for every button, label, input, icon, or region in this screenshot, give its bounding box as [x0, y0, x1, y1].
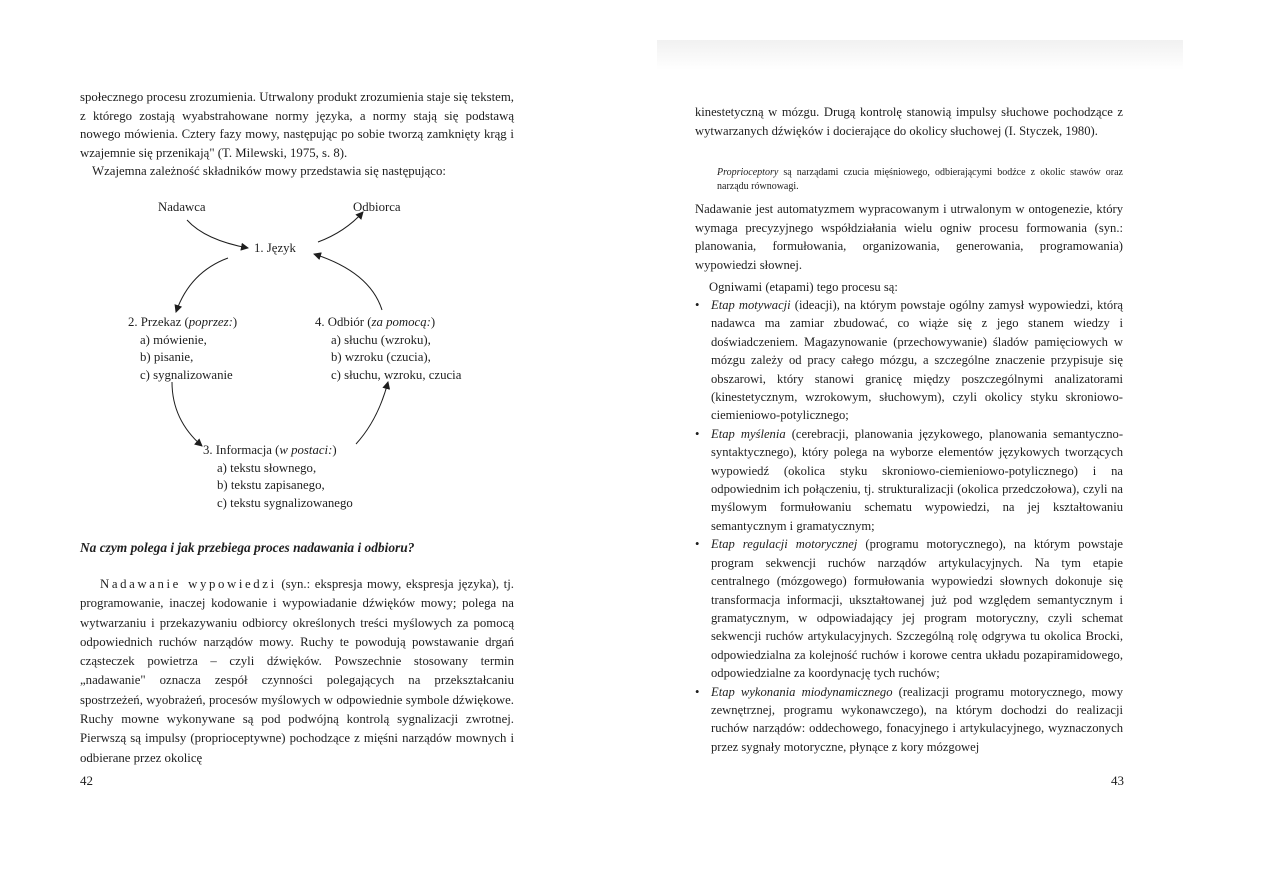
quote-paragraph: społecznego procesu zrozumienia. Utrwalony produkt zrozumienia staje się tekstem, z którego zostają wyabstrahowane normy języka, a normy stają się podstawą nowego mówienia. Cztery fazy mowy, następując po sobie tworzą zamknięty krąg i wzajemnie się przenikają" (T. Milewski, 1975, s. 8). [80, 90, 514, 160]
page-number-left: 42 [80, 773, 93, 788]
stages-list [695, 296, 1123, 756]
diagram-nadawca: Nadawca [158, 200, 206, 214]
right-top-paragraph: kinestetyczną w mózgu. Drugą kontrolę stanowią impulsy słuchowe pochodzące z wytwarzanych dźwięków i docierające do okolicy słuchowej (I. Styczek, 1980). [695, 105, 1123, 138]
note-term: Proprioceptory [717, 167, 779, 178]
gutter [640, 0, 657, 893]
diagram-jezyk: 1. Język [254, 241, 296, 255]
informacja-item: c) tekstu sygnalizowanego [217, 495, 353, 510]
page-number-right: 43 [1111, 773, 1124, 788]
right-second-paragraph: Nadawanie jest automatyzmem wypracowanym i utrwalonym w ontogenezie, który wymaga precyzyjnego współdziałania wielu ogniw procesu formowania (syn.: planowania, formułowania, organizowania, generowania, programowania) wypowiedzi słownej. [695, 202, 1123, 272]
list-item: • Etap motywacji (ideacji), na którym powstaje ogólny zamysł wypowiedzi, którą nadawca ma zamiar zbudować, co wiąże się z jego stanem wiedzy i doświadczeniem. Magazynowanie (przechowywanie) śladów pamięciowych w mózgu zależy od pracy całego mózgu, a szczególne znaczenie przypisuje się obszarowi, który stanowi granicę między poszczególnymi analizatorami (kinestetycznym, wzrokowym, słuchowym), czyli okolicy styku skroniowo-ciemieniowo-potylicznego; [695, 296, 1123, 425]
main-paragraph [80, 575, 514, 768]
przekaz-item: a) mówienie, [140, 332, 207, 347]
arrow-jezyk-przekaz [176, 258, 228, 312]
arrow-nadawca-jezyk [187, 220, 248, 248]
list-item: • Etap wykonania miodynamicznego (realizacji programu motorycznego, mowy zewnętrznej, programu wykonawczego), na którym dochodzi do realizacji ruchów narządów: oddechowego, fonacyjnego i artykulacyjnego, wyznaczonych przez sygnały motoryczne, płynące z kory mózgowej [695, 683, 1123, 757]
odbior-title: 4. Odbiór (za pomocą:) [315, 315, 436, 329]
informacja-item: b) tekstu zapisanego, [217, 478, 325, 493]
odbior-item: b) wzroku (czucia), [331, 350, 431, 365]
diagram-odbiorca: Odbiorca [353, 200, 401, 214]
list-item: • Etap myślenia (cerebracji, planowania językowego, planowania semantyczno-syntaktycznego), który polega na wyborze elementów językowych tworzących wypowiedź (okolica styku skroniowo-ciemieniowo-potylicznego) i na odpowiednim ich połączeniu, tj. strukturalizacji (okolica przedczołowa), czyli na myślowym formułowaniu schematu wypowiedzi, na jej kształtowaniu semantycznym i gramatycznym; [695, 425, 1123, 535]
przekaz-title: 2. Przekaz (poprzez:) [128, 315, 238, 329]
term-nadawanie: Nadawanie wypowiedzi [100, 577, 277, 591]
przekaz-item: b) pisanie, [140, 350, 194, 365]
list-item: • Etap regulacji motorycznej (programu motorycznego), na którym powstaje program sekwencji ruchów narządów artykulacyjnych. Na tym etapie centralnego (mózgowego) formułowania wypowiedzi słownych dokonuje się transformacja informacji, ukształtowanej już pod względem semantycznym i gramatycznym, w odpowiadający jej program motoryczny, czyli schemat sekwencji ruchów artykulacyjnych. Szczególną rolę odgrywa tu okolica Brocki, odpowiedzialna za kolejność ruchów i korowe centra układu pozapiramidowego, odpowiedzialne za koordynację tych ruchów; [695, 535, 1123, 682]
main-paragraph-text: (syn.: ekspresja mowy, ekspresja języka), tj. programowanie, inaczej kodowanie i wypowiadanie dźwięków mowy; polega na wytwarzaniu i przekazywaniu odbiorcy określonych treści myślowych za pomocą odpowiednich ruchów narządów mowy. Ruchy te powodują powstawanie drgań cząsteczek powietrza – czyli dźwięków. Powszechnie stosowany termin „nadawanie" oznacza zespół czynności polegających na przekształcaniu spostrzeżeń, wyobrażeń, procesów myślowych w odpowiednie symbole dźwiękowe. Ruchy mowne wykonywane są pod podwójną kontrolą sygnalizacji zwrotnej. Pierwszą są impulsy (proprioceptywne) pochodzące z mięśni narządów mownych i odbierane przez okolicę [80, 577, 514, 765]
odbior-item: c) słuchu, wzroku, czucia [331, 367, 462, 382]
note-text: są narządami czucia mięśniowego, odbierającymi bodźce z okolic stawów oraz narządu równowagi. [717, 167, 1123, 192]
diagram-odbior [315, 314, 461, 384]
ogniwa-intro: Ogniwami (etapami) tego procesu są: [709, 280, 898, 294]
przekaz-item: c) sygnalizowanie [140, 367, 233, 382]
informacja-item: a) tekstu słownego, [217, 460, 317, 475]
informacja-title: 3. Informacja (w postaci:) [203, 443, 337, 457]
arrow-informacja-odbior [356, 382, 388, 444]
arrow-odbior-jezyk [314, 254, 382, 310]
odbior-item: a) słuchu (wzroku), [331, 332, 431, 347]
diagram-informacja [203, 442, 353, 512]
diagram-przekaz [128, 314, 237, 384]
section-heading: Na czym polega i jak przebiega proces nadawania i odbioru? [80, 540, 415, 555]
arrow-przekaz-informacja [172, 382, 202, 446]
diagram-intro: Wzajemna zależność składników mowy przedstawia się następująco: [92, 164, 446, 178]
right-page [657, 40, 1183, 840]
proprioceptory-note [717, 166, 1123, 194]
